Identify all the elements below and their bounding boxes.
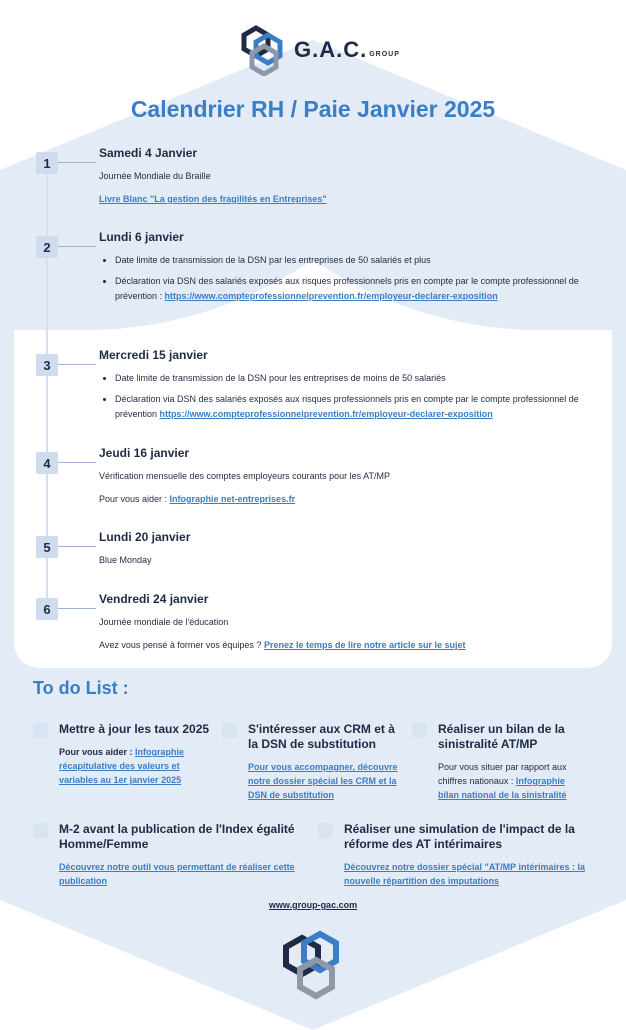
todo-heading: S'intéresser aux CRM et à la DSN de substitution: [248, 722, 395, 751]
todo-item-1: [33, 722, 213, 787]
todo-checkbox[interactable]: [33, 823, 48, 838]
todo-checkbox[interactable]: [222, 723, 237, 738]
brand-suffix: GROUP: [369, 50, 400, 58]
todo-heading: Mettre à jour les taux 2025: [59, 722, 210, 736]
event-bullet: [99, 392, 609, 422]
event-bullet: Date limite de transmission de la DSN pour les entreprises de moins de 50 salariés: [99, 371, 609, 386]
todo-item-2: [222, 722, 404, 802]
event-connector: [58, 608, 96, 609]
event-bullet-list: [99, 253, 609, 304]
event-connector: [58, 162, 96, 163]
brand-logo[interactable]: [236, 24, 400, 76]
event-date: Lundi 6 janvier: [99, 230, 184, 244]
event-link[interactable]: https://www.compteprofessionnelprevention.fr/employeur-declarer-exposition: [159, 409, 493, 419]
event-link[interactable]: https://www.compteprofessionnelprevention.fr/employeur-declarer-exposition: [164, 291, 498, 301]
event-text: Blue Monday: [99, 555, 152, 565]
event-date: Mercredi 15 janvier: [99, 348, 208, 362]
event-bullet-text: Déclaration via DSN des salariés exposés aux risques professionnels pris en compte par le compte professionnel de prévention: [115, 394, 579, 419]
todo-item-3: [412, 722, 584, 802]
todo-heading: Réaliser un bilan de la sinistralité AT/MP: [438, 722, 565, 751]
todo-checkbox[interactable]: [33, 723, 48, 738]
todo-item-4: [33, 822, 315, 888]
brand-name: G.A.C.: [294, 37, 368, 62]
event-body: [99, 348, 609, 428]
todo-title: To do List :: [33, 678, 129, 698]
event-number: 3: [36, 354, 58, 376]
event-date: Samedi 4 Janvier: [99, 146, 198, 160]
event-text: Journée Mondiale du Braille: [99, 171, 211, 181]
todo-lead: Pour vous situer par rapport aux chiffres nationaux :: [438, 762, 567, 786]
todo-link[interactable]: Infographie récapitulative des valeurs et variables au 1er janvier 2025: [59, 747, 185, 785]
event-number: 2: [36, 236, 58, 258]
event-body: [99, 446, 609, 515]
event-number: 1: [36, 152, 58, 174]
todo-lead: Pour vous aider :: [59, 747, 136, 757]
page-title: Calendrier RH / Paie Janvier 2025: [130, 96, 496, 122]
event-connector: [58, 462, 96, 463]
todo-link[interactable]: Découvrez notre outil vous permettant de réaliser cette publication: [59, 862, 295, 886]
event-bullet-list: [99, 371, 609, 422]
website-footer: [0, 900, 626, 910]
event-connector: [58, 246, 96, 247]
event-body: [99, 146, 609, 215]
event-number: 6: [36, 598, 58, 620]
event-body: [99, 230, 609, 310]
todo-link[interactable]: Infographie bilan national de la sinistralité: [438, 776, 567, 800]
event-text: Vérification mensuelle des comptes employeurs courants pour les AT/MP: [99, 471, 390, 481]
event-text: Journée mondiale de l'éducation: [99, 617, 229, 627]
todo-link[interactable]: Découvrez notre dossier spécial "AT/MP intérimaires : la nouvelle répartition des imputations: [344, 862, 586, 886]
todo-checkbox[interactable]: [318, 823, 333, 838]
todo-heading: M-2 avant la publication de l'Index égalité Homme/Femme: [59, 822, 295, 851]
event-bullet-text: Déclaration via DSN des salariés exposés aux risques professionnels pris en compte par le compte professionnel de prévention :: [115, 276, 579, 301]
todo-checkbox[interactable]: [412, 723, 427, 738]
todo-item-5: [318, 822, 608, 888]
event-date: Jeudi 16 janvier: [99, 446, 190, 460]
event-text-lead: Avez vous pensé à former vos équipes ?: [99, 640, 264, 650]
event-number: 5: [36, 536, 58, 558]
event-date: Vendredi 24 janvier: [99, 592, 209, 606]
event-text-lead: Pour vous aider :: [99, 494, 170, 504]
todo-heading: Réaliser une simulation de l'impact de la réforme des AT intérimaires: [344, 822, 575, 851]
gac-hexagon-footer-logo-icon: [278, 930, 348, 1002]
event-date: Lundi 20 janvier: [99, 530, 191, 544]
event-body: [99, 530, 609, 576]
event-connector: [58, 364, 96, 365]
event-bullet: Date limite de transmission de la DSN par les entreprises de 50 salariés et plus: [99, 253, 609, 268]
event-body: [99, 592, 609, 661]
event-bullet: [99, 274, 609, 304]
event-number: 4: [36, 452, 58, 474]
event-link[interactable]: Livre Blanc "La gestion des fragilités en Entreprises": [99, 194, 327, 204]
event-link[interactable]: Prenez le temps de lire notre article sur le sujet: [263, 640, 466, 650]
event-connector: [58, 546, 96, 547]
gac-hexagon-logo-icon: [236, 24, 288, 76]
website-link[interactable]: www.group-gac.com: [268, 900, 358, 910]
event-link[interactable]: Infographie net-entreprises.fr: [169, 494, 296, 504]
todo-link[interactable]: Pour vous accompagner, découvre notre dossier spécial les CRM et la DSN de substitution: [248, 762, 398, 800]
